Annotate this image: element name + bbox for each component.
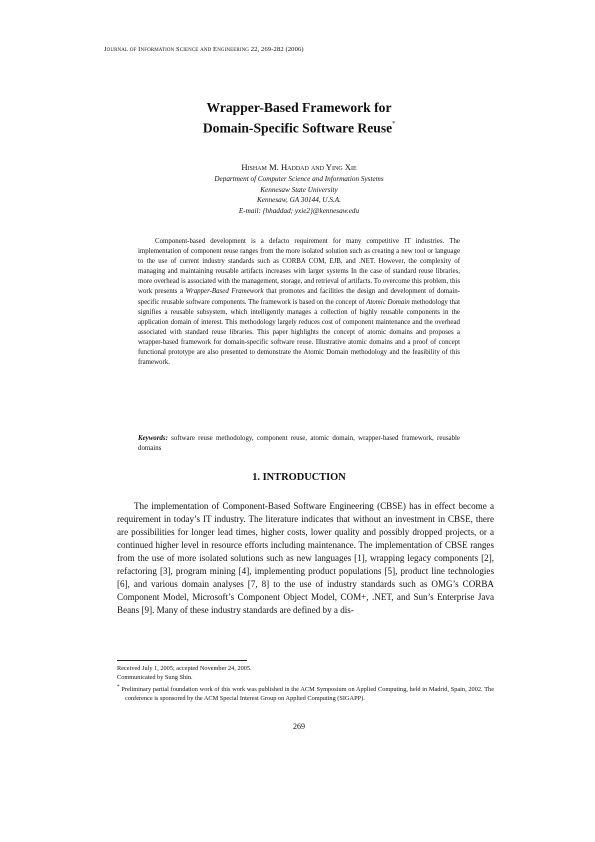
footnote-divider [117, 660, 247, 661]
abstract-emphasis-1: Wrapper-Based Framework [185, 288, 264, 296]
email: E-mail: {hhaddad; yxie2}@kennesaw.edu [238, 206, 360, 215]
abstract-text-1: Component-based development is a defacto requirement for many competitive IT industries. The implementation of component reuse ranges from the more isolated solution such as creating a new tool or language to the use of current industry standards such as CORBA COM, EJB, and .NET. However, the complexity of managing and maintaining reusable artifacts increases with larger systems In the case of standard reuse libraries, more overhead is associated with the management, storage, and retrieval of artifacts. To overcome this problem, this work presents a [138, 238, 460, 296]
title-footnote-marker: * [392, 121, 396, 127]
running-head: Journal of Information Science and Engineering 22, 269-282 (2006) [104, 46, 304, 53]
section-heading: 1. INTRODUCTION [252, 472, 346, 483]
abstract-emphasis-2: Atomic Domain [366, 298, 410, 306]
abstract [138, 237, 460, 368]
university: Kennesaw State University [260, 185, 338, 194]
title-line-2-text: Domain-Specific Software Reuse [202, 120, 393, 136]
affiliation [104, 174, 494, 216]
abstract-text-2: that promotes and facilities the design and development of domain-specific reusable software components. The framework is based on the concept of [138, 288, 461, 306]
footnote-note [117, 683, 494, 704]
footnotes [117, 664, 494, 703]
footnote-received: Received July 1, 2005; accepted November 24, 2005. [117, 665, 252, 672]
department: Department of Computer Science and Information Systems [214, 175, 384, 183]
keywords-label: Keywords: [138, 435, 168, 442]
authors: Hisham M. Haddad and Ying Xie [241, 162, 357, 172]
address: Kennesaw, GA 30144, U.S.A. [257, 196, 341, 205]
page-number: 269 [293, 722, 305, 731]
title-line-1: Wrapper-Based Framework for [206, 100, 392, 115]
paper-title [104, 98, 494, 138]
introduction-paragraph: The implementation of Component-Based Software Engineering (CBSE) has in effect become a requirement in today’s IT industry. The literature indicates that without an investment in CBSE, there are possibilities for longer lead times, higher costs, lower quality and possibly dropped projects, or a continued higher level in resource efforts including maintenance. The implementation of CBSE ranges from the use of more isolated solutions such as new languages [1], wrapping legacy components [2], refactoring [3], program mining [4], implementing product populations [5], product line technologies [6], and various domain analyses [7, 8] to the use of industry standards such as OMG’s CORBA Component Model, Microsoft’s Component Object Model, COM+, .NET, and Sun’s Enterprise Java Beans [9]. Many of these industry standards are defined by a dis- [117, 501, 494, 615]
keywords-text: software reuse methodology, component reuse, atomic domain, wrapper-based framework, reusable domains [138, 435, 460, 453]
footnote-communicated: Communicated by Sung Shin. [117, 674, 193, 682]
keywords [138, 434, 460, 454]
abstract-text-3: methodology that signifies a reusable subsystem, which intelligently manages a collection of highly reusable components in the application domain of interest. This methodology largely reduces cost of component maintenance and the overhead associated with standard reuse libraries. This paper highlights the concept of atomic domains and proposes a wrapper-based framework for domain-specific software reuse. Illustrative atomic domains and a proof of concept functional prototype are also presented to demonstrate the Atomic Domain methodology and the feasibility of this framework. [138, 298, 460, 367]
footnote-marker: * [117, 683, 120, 690]
title-line-2 [104, 117, 494, 138]
footnote-note-text: Preliminary partial foundation work of this work was published in the ACM Symposium on Applied Computing, held in Madrid, Spain, 2002. The conference is sponsored by the ACM Special Interest Group on Applied Computing (SIGAPP). [119, 685, 494, 702]
